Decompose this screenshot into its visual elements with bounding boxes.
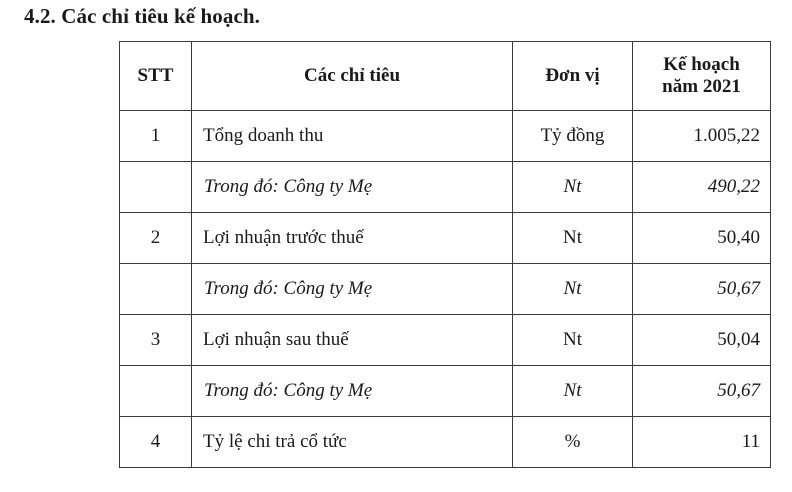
row-value: 50,40	[633, 213, 771, 264]
row-unit: %	[513, 417, 633, 468]
table-row	[120, 366, 771, 417]
row-stt: 3	[120, 315, 192, 366]
row-indicator: Tổng doanh thu	[192, 111, 513, 162]
row-indicator: Tỷ lệ chi trả cổ tức	[192, 417, 513, 468]
row-stt: 2	[120, 213, 192, 264]
plan-indicators-table	[119, 41, 771, 468]
header-unit: Đơn vị	[513, 42, 633, 111]
row-value: 1.005,22	[633, 111, 771, 162]
header-stt: STT	[120, 42, 192, 111]
row-stt: 1	[120, 111, 192, 162]
row-unit: Nt	[513, 162, 633, 213]
row-unit: Nt	[513, 213, 633, 264]
table-row	[120, 213, 771, 264]
header-plan-line1: Kế hoạch	[663, 54, 740, 76]
row-value: 50,04	[633, 315, 771, 366]
table-row	[120, 315, 771, 366]
table-header-row	[120, 42, 771, 111]
header-plan-line2: năm 2021	[662, 76, 741, 97]
row-indicator: Trong đó: Công ty Mẹ	[192, 264, 513, 315]
row-stt	[120, 264, 192, 315]
row-value: 490,22	[633, 162, 771, 213]
row-stt	[120, 366, 192, 417]
header-plan-2021	[633, 42, 771, 111]
row-indicator: Lợi nhuận sau thuế	[192, 315, 513, 366]
table-row	[120, 111, 771, 162]
row-stt: 4	[120, 417, 192, 468]
row-indicator: Lợi nhuận trước thuế	[192, 213, 513, 264]
row-unit: Nt	[513, 264, 633, 315]
row-indicator: Trong đó: Công ty Mẹ	[192, 366, 513, 417]
row-stt	[120, 162, 192, 213]
table-row	[120, 417, 771, 468]
row-value: 11	[633, 417, 771, 468]
table-row	[120, 264, 771, 315]
row-indicator: Trong đó: Công ty Mẹ	[192, 162, 513, 213]
header-indicator: Các chỉ tiêu	[192, 42, 513, 111]
table-row	[120, 162, 771, 213]
row-unit: Nt	[513, 315, 633, 366]
row-unit: Tỷ đồng	[513, 111, 633, 162]
row-value: 50,67	[633, 366, 771, 417]
row-unit: Nt	[513, 366, 633, 417]
section-heading: 4.2. Các chỉ tiêu kế hoạch.	[24, 4, 261, 28]
row-value: 50,67	[633, 264, 771, 315]
